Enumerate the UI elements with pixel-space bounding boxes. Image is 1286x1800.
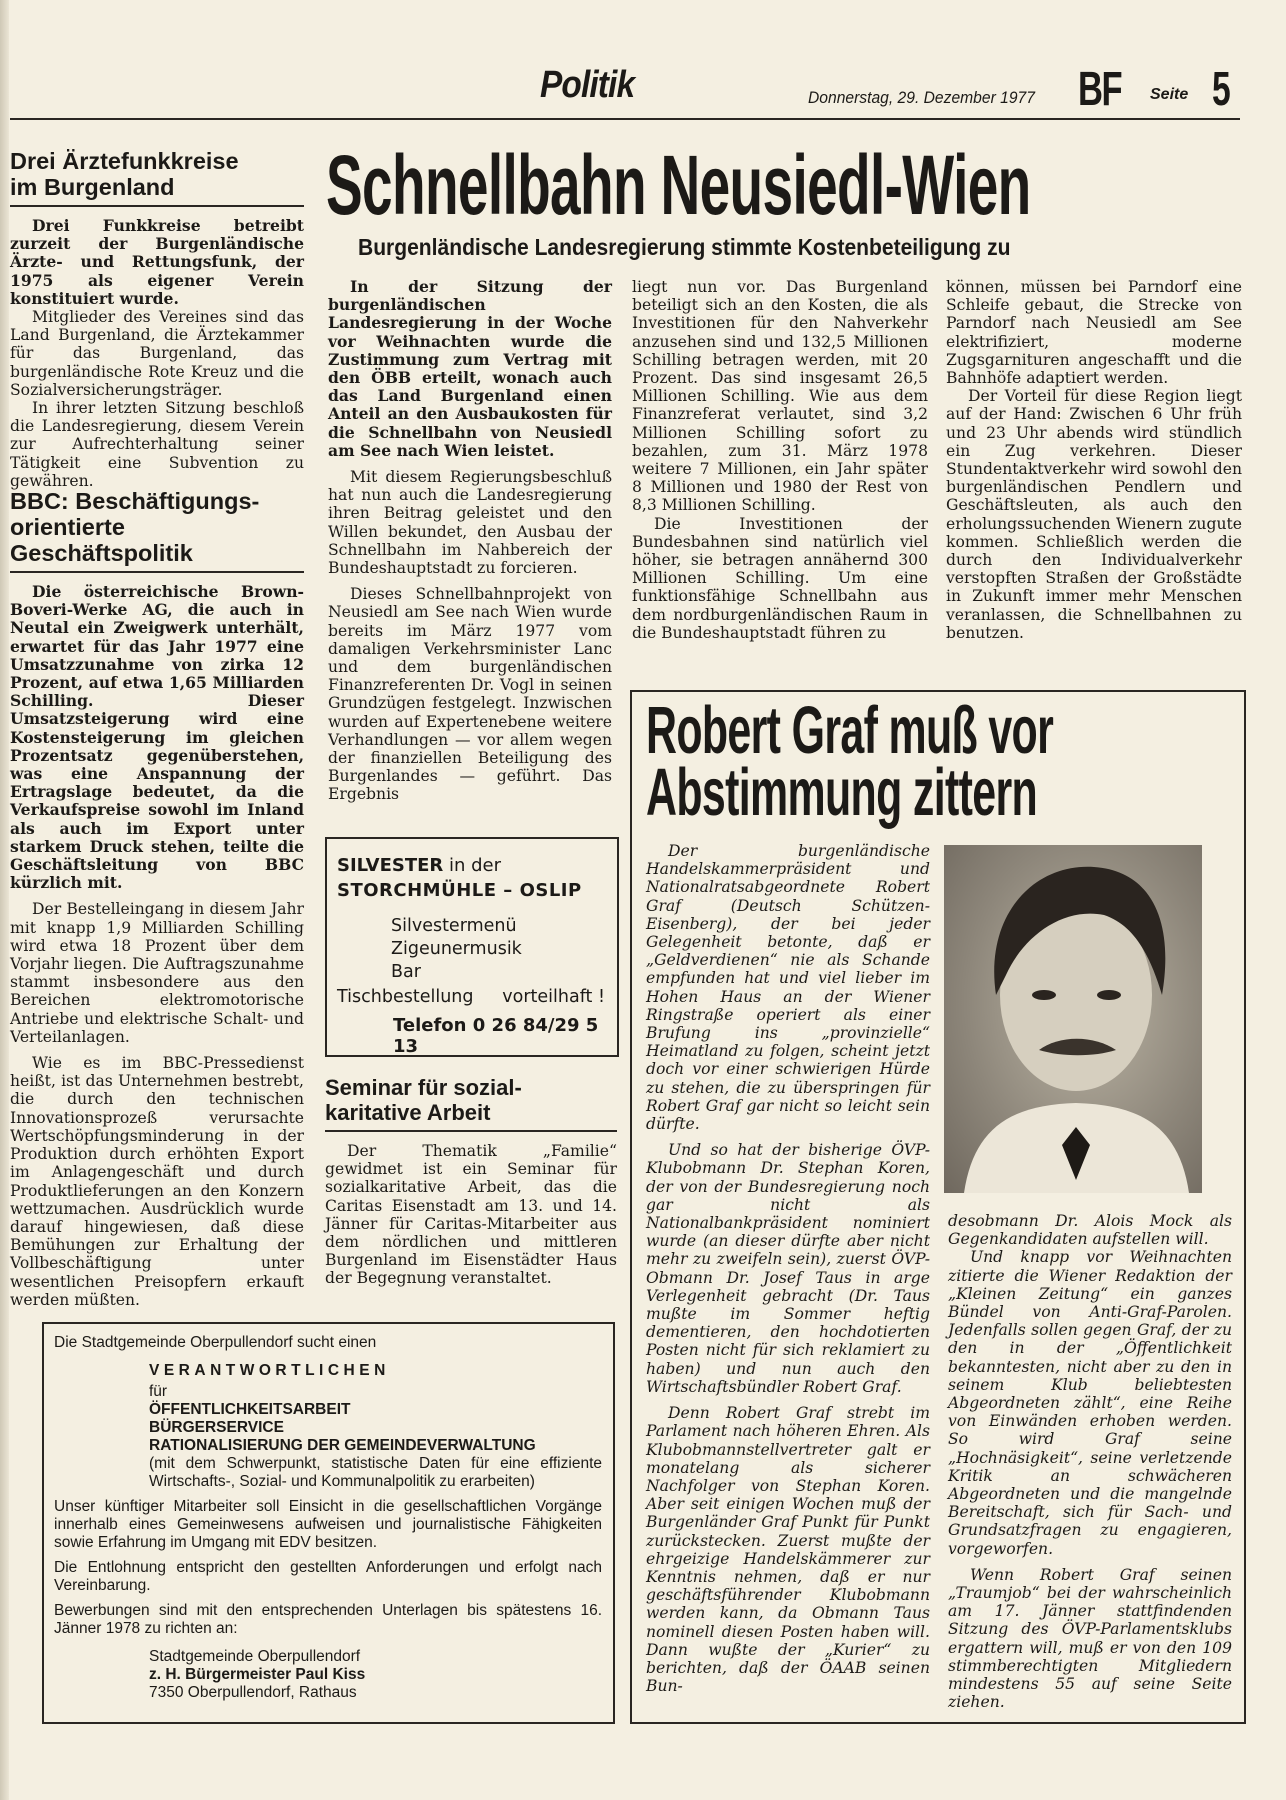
job-intro: Die Stadtgemeinde Oberpullendorf sucht einen — [54, 1334, 377, 1351]
paragraph: Mit diesem Regierungsbeschluß hat nun auch die Landesregierung ihren Beitrag geleistet und den Willen bekundet, den Ausbau der Schnellbahn im Nahbereich der Bundeshauptstadt zu forcieren. — [328, 468, 612, 578]
paragraph: liegt nun vor. Das Burgenland beteiligt sich an den Kosten, die als Investitionen für den Nahverkehr anzusehen sind und 132,5 Millionen Schilling betragen werden, mit 20 Prozent. Das sind insgesamt 26,5 Millionen Schilling. Wie aus dem Finanzreferat verlautet, sind 3,2 Millionen Schilling sofort zu bezahlen, zum 31. März 1978 weitere 7 Millionen, ein Jahr später 8 Millionen und 1980 der Rest von 8,3 Millionen Schilling. — [632, 278, 928, 515]
headline-line: Drei Ärztefunkkreise — [10, 148, 239, 174]
issue-date: Donnerstag, 29. Dezember 1977 — [808, 88, 1035, 107]
job-area: RATIONALISIERUNG DER GEMEINDEVERWALTUNG — [149, 1437, 536, 1454]
headline — [325, 1075, 617, 1125]
headline — [10, 148, 304, 200]
paragraph: Dieses Schnellbahnprojekt von Neusiedl am See nach Wien wurde bereits im März 1977 vom damaligen Verkehrsminister Lanc und dem burgenländischen Finanzreferenten Dr. Vogl in seinen Grundzügen festgelegt. Inzwischen wurden auf Expertenebene weitere Verhandlungen — vor allem wegen der finanziellen Beteiligung des Burgenlandes — geführt. Das Ergebnis — [328, 585, 612, 804]
graf-column-2 — [948, 1212, 1232, 1711]
headline — [10, 488, 304, 566]
advertisement-silvester — [325, 837, 619, 1057]
article-aerztefunk — [10, 148, 304, 490]
job-position: VERANTWORTLICHEN — [149, 1362, 390, 1379]
address-line: z. H. Bürgermeister Paul Kiss — [149, 1666, 366, 1683]
portrait-photo-icon — [944, 845, 1202, 1193]
ad-venue: STORCHMÜHLE – OSLIP — [337, 880, 582, 901]
headline-rule — [325, 1130, 617, 1132]
article-seminar — [325, 1075, 617, 1288]
job-requirements: Unser künftiger Mitarbeiter soll Einsicht in die gesellschaftlichen Vorgänge innerhalb eines Gemeinwesens aufweisen und journalistische Fähigkeiten sowie Erfahrung im Umgang mit EDV besitzen. — [54, 1498, 602, 1551]
article-body — [10, 217, 304, 490]
ad-booking-note: vorteilhaft ! — [502, 987, 605, 1007]
ad-phone: Telefon 0 26 84/29 5 13 — [393, 1015, 599, 1057]
lead-paragraph: In der Sitzung der burgenländischen Landesregierung in der Woche vor Weihnachten wurde die Zustimmung zum Vertrag mit den ÖBB erteilt, wonach auch das Land Burgenland einen Anteil an den Ausbaukosten für die Schnellbahn von Neusiedl am See nach Wien leistet. — [328, 277, 612, 460]
main-headline: Schnellbahn Neusiedl-Wien — [326, 138, 1031, 232]
headline-line: karitative Arbeit — [325, 1100, 491, 1125]
headline-rule — [10, 571, 304, 573]
page-label: Seite — [1150, 86, 1189, 103]
main-subheadline: Burgenländische Landesregierung stimmte Kostenbeteiligung zu — [358, 234, 1011, 260]
headline-line: im Burgenland — [10, 174, 175, 200]
advertisement-job — [42, 1322, 615, 1724]
job-area: BÜRGERSERVICE — [149, 1419, 284, 1436]
article-body — [10, 583, 304, 1309]
ad-booking — [337, 987, 605, 1007]
headline-line: Seminar für sozial- — [325, 1075, 522, 1100]
ad-menu-item: Bar — [391, 962, 421, 982]
paragraph: Wenn Robert Graf seinen „Traumjob“ bei der wahrscheinlich am 17. Jänner stattfindenden Sitzung des ÖVP-Parlamentsklubs ergattern will, muß er von den 109 stimmberechtigten Mitgliedern mindestens 55 auf seine Seite ziehen. — [948, 1565, 1232, 1712]
newspaper-logo: BF — [1078, 63, 1122, 116]
job-address — [54, 1648, 602, 1702]
page-number: 5 — [1212, 63, 1231, 116]
paragraph: Mitglieder des Vereines sind das Land Burgenland, die Ärztekammer für das Burgenland, das burgenländische Rote Kreuz und die Sozialversicherungsträger. — [10, 308, 304, 399]
job-for: für — [149, 1383, 168, 1400]
headline-line: orientierte — [10, 514, 125, 540]
article-body — [325, 1142, 617, 1288]
headline-rule — [10, 205, 304, 207]
ad-menu — [391, 915, 522, 984]
paragraph: In ihrer letzten Sitzung beschloß die Landesregierung, diesem Verein zur Aufrechterhaltung seiner Tätigkeit eine Subvention zu gewähren. — [10, 399, 304, 490]
lead-paragraph: Drei Funkkreise betreibt zurzeit der Burgenländische Ärzte- und Rettungsfunk, der 1975 als eigener Verein konstituiert wurde. — [10, 216, 304, 308]
paragraph: Der Thematik „Familie“ gewidmet ist ein Seminar für sozialkaritative Arbeit, das die Caritas Eisenstadt am 13. und 14. Jänner für Caritas-Mitarbeiter aus dem nördlichen und mittleren Burgenland im Eisenstädter Haus der Begegnung veranstaltet. — [325, 1142, 617, 1288]
paragraph: Und knapp vor Weihnachten zitierte die Wiener Redaktion der „Kleinen Zeitung“ ein ganzes Bündel von Anti-Graf-Parolen. Jedenfalls sollen gegen Graf, der zu den in der „Öffentlichkeit bekanntesten, nicht aber zu den in seinem Klub beliebtesten Abgeordneten zählt“, eine Reihe von Einwänden erhoben werden. So wird Graf seine „Hochnäsigkeit“, seine verletzende Kritik an schwächeren Abgeordneten und die mangelnde Bereitschaft, sich für Sach- und Grundsatzfragen zu engagieren, vorgeworfen. — [948, 1248, 1232, 1558]
ad-text: in der — [443, 855, 502, 876]
headline-line: Robert Graf muß vor — [646, 693, 1054, 768]
job-focus: (mit dem Schwerpunkt, statistische Daten für eine effiziente Wirtschafts-, Sozial- und Kommunalpolitik zu erarbeiten) — [149, 1455, 602, 1490]
paragraph: Der Vorteil für diese Region liegt auf der Hand: Zwischen 6 Uhr früh und 23 Uhr abends wird stündlich ein Zug verkehren. Dieser Stundentaktverkehr wird sowohl den burgenländischen Pendlern und Geschäftsleuten, als auch den erholungssuchenden Wienern zugute kommen. Schließlich werden die durch den Individualverkehr verstopften Straßen der Großstädte in Zukunft immer mehr Menschen veranlassen, die Schnellbahnen zu benutzen. — [946, 387, 1242, 642]
paragraph: Und so hat der bisherige ÖVP-Klubobmann Dr. Stephan Koren, der von der Bundesregierung noch gar nicht als Nationalbankpräsident nominiert wurde (an dieser dürfte aber nicht mehr zu zweifeln sein), zuerst ÖVP-Obmann Dr. Josef Taus in arge Verlegenheit gebracht (Dr. Taus mußte im Sommer heftig dementieren, den hochdotierten Posten nicht für sich reklamiert zu haben) und nun auch den Wirtschaftsbündler Robert Graf. — [646, 1141, 930, 1396]
ad-event: SILVESTER — [337, 855, 444, 876]
paragraph: können, müssen bei Parndorf eine Schleife gebaut, die Strecke von Parndorf nach Neusiedl am See elektrifiziert, moderne Zugsgarnituren angeschafft und die Bahnhöfe adaptiert werden. — [946, 278, 1242, 388]
article-bbc — [10, 488, 304, 1309]
address-line: Stadtgemeinde Oberpullendorf — [149, 1648, 361, 1665]
job-area: ÖFFENTLICHKEITSARBEIT — [149, 1401, 351, 1418]
lead-paragraph: Die österreichische Brown-Boveri-Werke AG, die auch in Neutal ein Zweigwerk unterhält, erwartet für das Jahr 1977 eine Umsatzzunahme von zirka 12 Prozent, auf etwa 1,65 Milliarden Schilling. Dieser Umsatzsteigerung wird eine Kostensteigerung im gleichen Prozentsatz gegenüberstehen, was eine Anspannung der Ertragslage bedeutet, da die Verkaufspreise sowohl im Inland als auch im Export unter starkem Druck stehen, teilte die Geschäftsleitung von BBC kürzlich mit. — [10, 582, 304, 893]
portrait-photo — [944, 845, 1202, 1193]
ad-booking-label: Tischbestellung — [337, 987, 474, 1007]
paragraph: Denn Robert Graf strebt im Parlament nach höheren Ehren. Als Klubobmannstellvertreter galt er monatelang als sicherer Nachfolger von Stephan Koren. Aber seit einigen Wochen muß der Burgenländer Graf Punkt für Punkt zurückstecken. Zuerst mußte der ehrgeizige Handelskämmerer zur Kenntnis nehmen, daß er nur geschäftsführender Klubobmann werden kann, da Obmann Taus nominell diesen Posten haben will. Dann wußte der „Kurier“ zu berichten, daß der ÖAAB seinen Bun- — [646, 1404, 930, 1696]
ad-menu-item: Silvestermenü — [391, 916, 517, 936]
schnellbahn-column-2 — [632, 278, 928, 642]
headline-line: Abstimmung zittern — [646, 755, 1038, 830]
graf-column-1 — [646, 842, 930, 1695]
page-binding-edge — [0, 0, 9, 1800]
paragraph: Der Bestelleingang in diesem Jahr mit knapp 1,9 Milliarden Schilling wird etwa 18 Prozent über dem Vorjahr liegen. Die Auftragszunahme stammt insbesondere aus den Bereichen elektromotorische Antriebe und elektrische Schalt- und Verteilanlagen. — [10, 900, 304, 1046]
ad-line — [337, 855, 501, 876]
address-line: 7350 Oberpullendorf, Rathaus — [149, 1684, 357, 1701]
headline-line: Geschäftspolitik — [10, 540, 193, 566]
schnellbahn-column-3 — [946, 278, 1242, 642]
paragraph: Der burgenländische Handelskammerpräsident und Nationalratsabgeordnete Robert Graf (Deutsch Schützen-Eisenberg), der bei jeder Gelegenheit betonte, daß er „Geldverdienen“ nie als Schande empfunden hat und viel lieber im Hohen Haus an der Wiener Ringstraße operiert als einer Brufung ins „provinzielle“ Heimatland zu folgen, scheint jetzt doch vor einer schwierigen Hürde zu stehen, die zu überspringen für Robert Graf gar nicht so leicht sein dürfte. — [646, 842, 930, 1134]
paragraph: Wie es im BBC-Pressedienst heißt, ist das Unternehmen bestrebt, die durch den technischen Innovationsprozeß verursachte Wertschöpfungsminderung in der Produktion durch erhöhten Export im Anlagengeschäft und durch Produktlieferungen an den Konzern wettzumachen. Ausdrücklich wurde darauf hingewiesen, daß diese Bemühungen zur Erhaltung der Vollbeschäftigung unter wesentlichen Preisopfern erkauft werden müßten. — [10, 1054, 304, 1309]
schnellbahn-column-1 — [328, 278, 612, 804]
section-title: Politik — [540, 64, 635, 106]
job-salary: Die Entlohnung entspricht den gestellten Anforderungen und erfolgt nach Vereinbarung. — [54, 1559, 602, 1594]
headline-line: BBC: Beschäftigungs- — [10, 488, 260, 514]
paragraph: desobmann Dr. Alois Mock als Gegenkandidaten aufstellen will. — [948, 1212, 1232, 1249]
job-deadline: Bewerbungen sind mit den entsprechenden Unterlagen bis spätestens 16. Jänner 1978 zu richten an: — [54, 1602, 602, 1637]
header-rule — [10, 118, 1240, 120]
ad-menu-item: Zigeunermusik — [391, 939, 522, 959]
graf-headline — [646, 693, 1054, 830]
paragraph: Die Investitionen der Bundesbahnen sind natürlich viel höher, sie betragen annähernd 300 Millionen Schilling. Um eine funktionsfähige Schnellbahn aus dem nordburgenländischen Raum in die Bundeshauptstadt führen zu — [632, 514, 928, 642]
